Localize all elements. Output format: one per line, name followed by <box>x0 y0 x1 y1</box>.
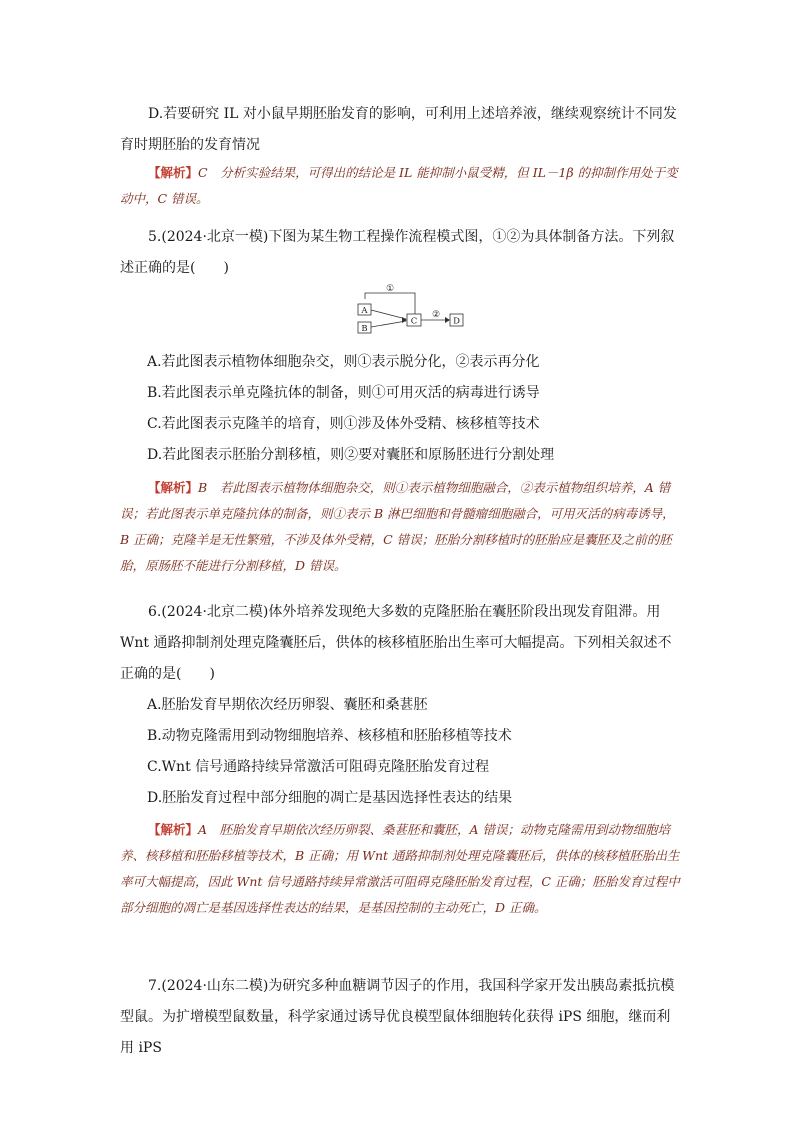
flow-diagram <box>350 284 470 334</box>
box-c-label: C <box>410 316 418 327</box>
bracket-line <box>365 293 415 314</box>
q5-analysis-text: B 若此图表示植物体细胞杂交，则①表示植物细胞融合，②表示植物组织培养，A 错误；若此图表示单克隆抗体的制备，则①表示 B 淋巴细胞和骨髓瘤细胞融合，可用灭活的病毒诱导，B 正确；克隆羊是无性繁殖，不涉及体外受精，C 错误；胚胎分割移植时的胚胎应是囊胚及之前的胚胎，原肠胚不能进行分割移植，D 错误。 <box>120 480 675 573</box>
flow-diagram-svg <box>350 284 470 334</box>
q6-option-a: A.胚胎发育早期依次经历卵裂、囊胚和桑葚胚 <box>147 697 428 713</box>
q4-analysis <box>120 160 680 212</box>
q5-option-b: B.若此图表示单克隆抗体的制备，则①可用灭活的病毒进行诱导 <box>147 385 540 401</box>
q6-option-d: D.胚胎发育过程中部分细胞的凋亡是基因选择性表达的结果 <box>147 790 513 806</box>
label-2: ② <box>431 310 441 320</box>
q5-option-d: D.若此图表示胚胎分割移植，则②要对囊胚和原肠胚进行分割处理 <box>147 447 555 463</box>
label-1: ① <box>385 284 395 294</box>
analysis-tag: 【解析】 <box>148 165 199 180</box>
box-d-label: D <box>453 316 460 327</box>
q7-stem: 7.(2024·山东二模)为研究多种血糖调节因子的作用，我国科学家开发出胰岛素抵抗模型鼠。为扩增模型鼠数量，科学家通过诱导优良模型鼠体细胞转化获得 iPS 细胞，继而利用 iPS <box>120 978 675 1056</box>
q5-stem: 5.(2024·北京一模)下图为某生物工程操作流程模式图，①②为具体制备方法。下列叙述正确的是( ) <box>120 229 675 276</box>
q6-stem: 6.(2024·北京二模)体外培养发现绝大多数的克隆胚胎在囊胚阶段出现发育阻滞。用 Wnt 通路抑制剂处理克隆囊胚后，供体的核移植胚胎出生率可大幅提高。下列相关叙述不正确的是( ) <box>120 604 672 682</box>
q6-option-b: B.动物克隆需用到动物细胞培养、核移植和胚胎移植等技术 <box>147 728 512 744</box>
analysis-tag: 【解析】 <box>148 480 199 495</box>
q6-option-c: C.Wnt 信号通路持续异常激活可阻碍克隆胚胎发育过程 <box>147 759 490 775</box>
q6-analysis <box>120 817 680 921</box>
q4-option-d: D.若要研究 IL 对小鼠早期胚胎发育的影响，可利用上述培养液，继续观察统计不同发育时期胚胎的发育情况 <box>120 106 677 153</box>
arrow-b-c <box>371 321 406 327</box>
q5-option-c: C.若此图表示克隆羊的培育，则①涉及体外受精、核移植等技术 <box>147 416 540 432</box>
box-a-label: A <box>361 306 368 316</box>
arrow-a-c <box>371 310 406 319</box>
q5-option-a: A.若此图表示植物体细胞杂交，则①表示脱分化，②表示再分化 <box>147 354 540 370</box>
arrow-head-d <box>445 317 450 323</box>
arrow-head-c <box>402 317 407 323</box>
box-b-label: B <box>361 324 368 334</box>
q6-analysis-text: A 胚胎发育早期依次经历卵裂、桑葚胚和囊胚，A 错误；动物克隆需用到动物细胞培养、核移植和胚胎移植等技术，B 正确；用 Wnt 通路抑制剂处理克隆囊胚后，供体的核移植胚胎出生率可大幅提高，因此 Wnt 信号通路持续异常激活可阻碍克隆胚胎发育过程，C 正确；胚胎发育过程中部分细胞的凋亡是基因选择性表达的结果，是基因控制的主动死亡，D 正确。 <box>120 822 680 915</box>
q4-analysis-text: C 分析实验结果，可得出的结论是 IL 能抑制小鼠受精，但 IL－1β 的抑制作用处于变动中，C 错误。 <box>120 165 678 206</box>
q5-analysis <box>120 475 680 579</box>
analysis-tag: 【解析】 <box>148 822 199 837</box>
